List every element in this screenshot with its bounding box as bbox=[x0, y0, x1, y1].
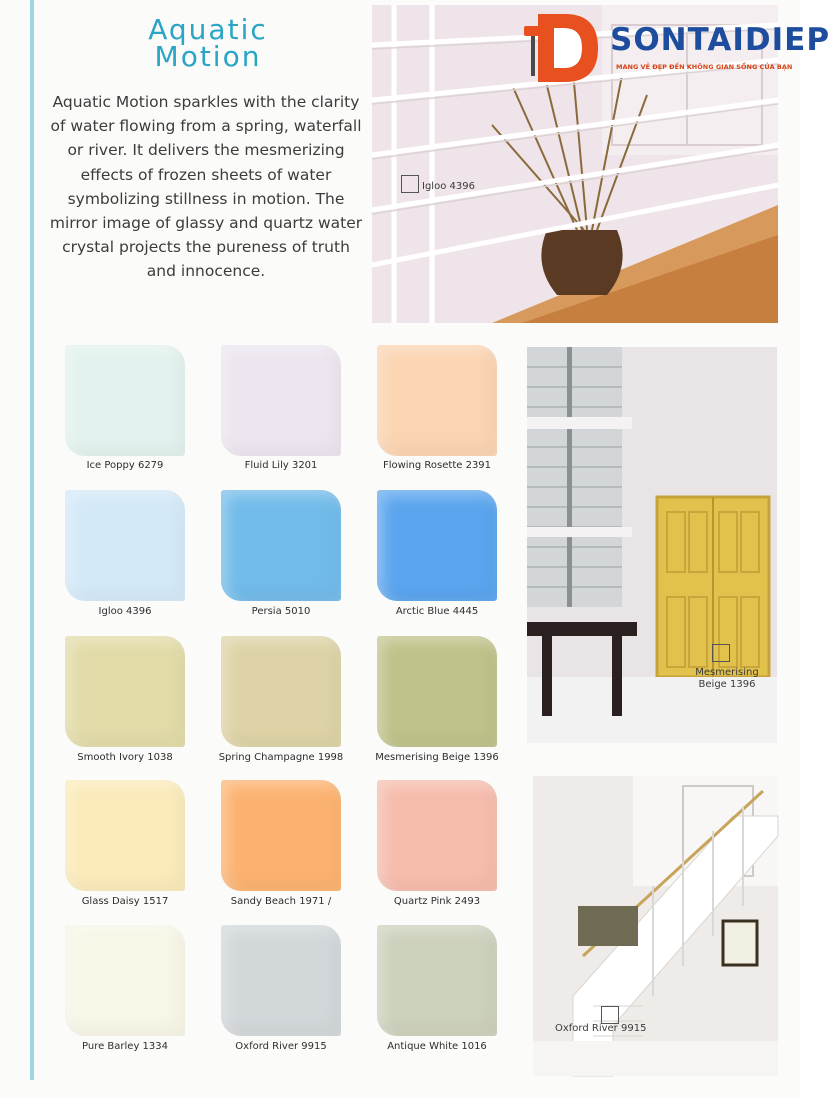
collection-title bbox=[128, 13, 288, 73]
photo-middle-color-label bbox=[677, 667, 777, 691]
collection-description: Aquatic Motion sparkles with the clarity of water flowing from a spring, waterfall or river. It delivers the mesmerizing effects of frozen sheets of water symbolizing stillness in motion. The mirror image of glassy and quartz water crystal projects the pureness of truth and innocence. bbox=[49, 93, 363, 281]
sontaidiep-logo bbox=[520, 8, 830, 90]
swatch-pure-barley bbox=[65, 925, 185, 1036]
swatch-label: Mesmerising Beige 1396 bbox=[375, 752, 499, 763]
photo-middle-label-line-2: Beige 1396 bbox=[698, 679, 756, 690]
swatch-label: Sandy Beach 1971 / bbox=[230, 896, 332, 907]
photo-top-color-label: Igloo 4396 bbox=[422, 181, 475, 192]
swatch-ice-poppy bbox=[65, 345, 185, 456]
swatch-label: Igloo 4396 bbox=[98, 606, 152, 617]
swatch-label: Arctic Blue 4445 bbox=[395, 606, 479, 617]
left-accent-bar bbox=[30, 0, 34, 1080]
swatch-label: Ice Poppy 6279 bbox=[86, 460, 164, 471]
color-location-marker bbox=[712, 644, 730, 662]
paint-roller-d-icon bbox=[520, 8, 610, 90]
swatch-label: Antique White 1016 bbox=[387, 1041, 487, 1052]
swatch-label: Smooth Ivory 1038 bbox=[77, 752, 173, 763]
swatch-quartz-pink bbox=[377, 780, 497, 891]
logo-name: SONTAIDIEP bbox=[610, 22, 830, 58]
swatch-igloo bbox=[65, 490, 185, 601]
swatch-antique-white bbox=[377, 925, 497, 1036]
swatch-label: Quartz Pink 2493 bbox=[393, 896, 481, 907]
swatch-label: Pure Barley 1334 bbox=[82, 1041, 168, 1052]
swatch-label: Persia 5010 bbox=[251, 606, 311, 617]
swatch-arctic-blue bbox=[377, 490, 497, 601]
yellow-door-photo bbox=[527, 347, 777, 743]
swatch-mesmerising-beige bbox=[377, 636, 497, 747]
swatch-glass-daisy bbox=[65, 780, 185, 891]
swatch-persia bbox=[221, 490, 341, 601]
color-location-marker bbox=[601, 1006, 619, 1024]
swatch-sandy-beach bbox=[221, 780, 341, 891]
color-location-marker bbox=[401, 175, 419, 193]
swatch-label: Spring Champagne 1998 bbox=[218, 752, 344, 763]
swatch-label: Glass Daisy 1517 bbox=[81, 896, 169, 907]
swatch-fluid-lily bbox=[221, 345, 341, 456]
swatch-spring-champagne bbox=[221, 636, 341, 747]
logo-tagline: MANG VẺ ĐẸP ĐẾN KHÔNG GIAN SỐNG CỦA BẠN bbox=[616, 63, 793, 71]
photo-bottom-color-label: Oxford River 9915 bbox=[555, 1023, 647, 1034]
title-line-2: Motion bbox=[154, 40, 262, 73]
staircase-photo-bottom bbox=[533, 776, 778, 1076]
photo-middle-label-line-1: Mesmerising bbox=[695, 667, 759, 678]
swatch-label: Oxford River 9915 bbox=[235, 1041, 327, 1052]
swatch-flowing-rosette bbox=[377, 345, 497, 456]
swatch-label: Fluid Lily 3201 bbox=[244, 460, 318, 471]
swatch-oxford-river bbox=[221, 925, 341, 1036]
swatch-label: Flowing Rosette 2391 bbox=[382, 460, 492, 471]
title-line-1: Aquatic bbox=[148, 13, 268, 46]
swatch-smooth-ivory bbox=[65, 636, 185, 747]
